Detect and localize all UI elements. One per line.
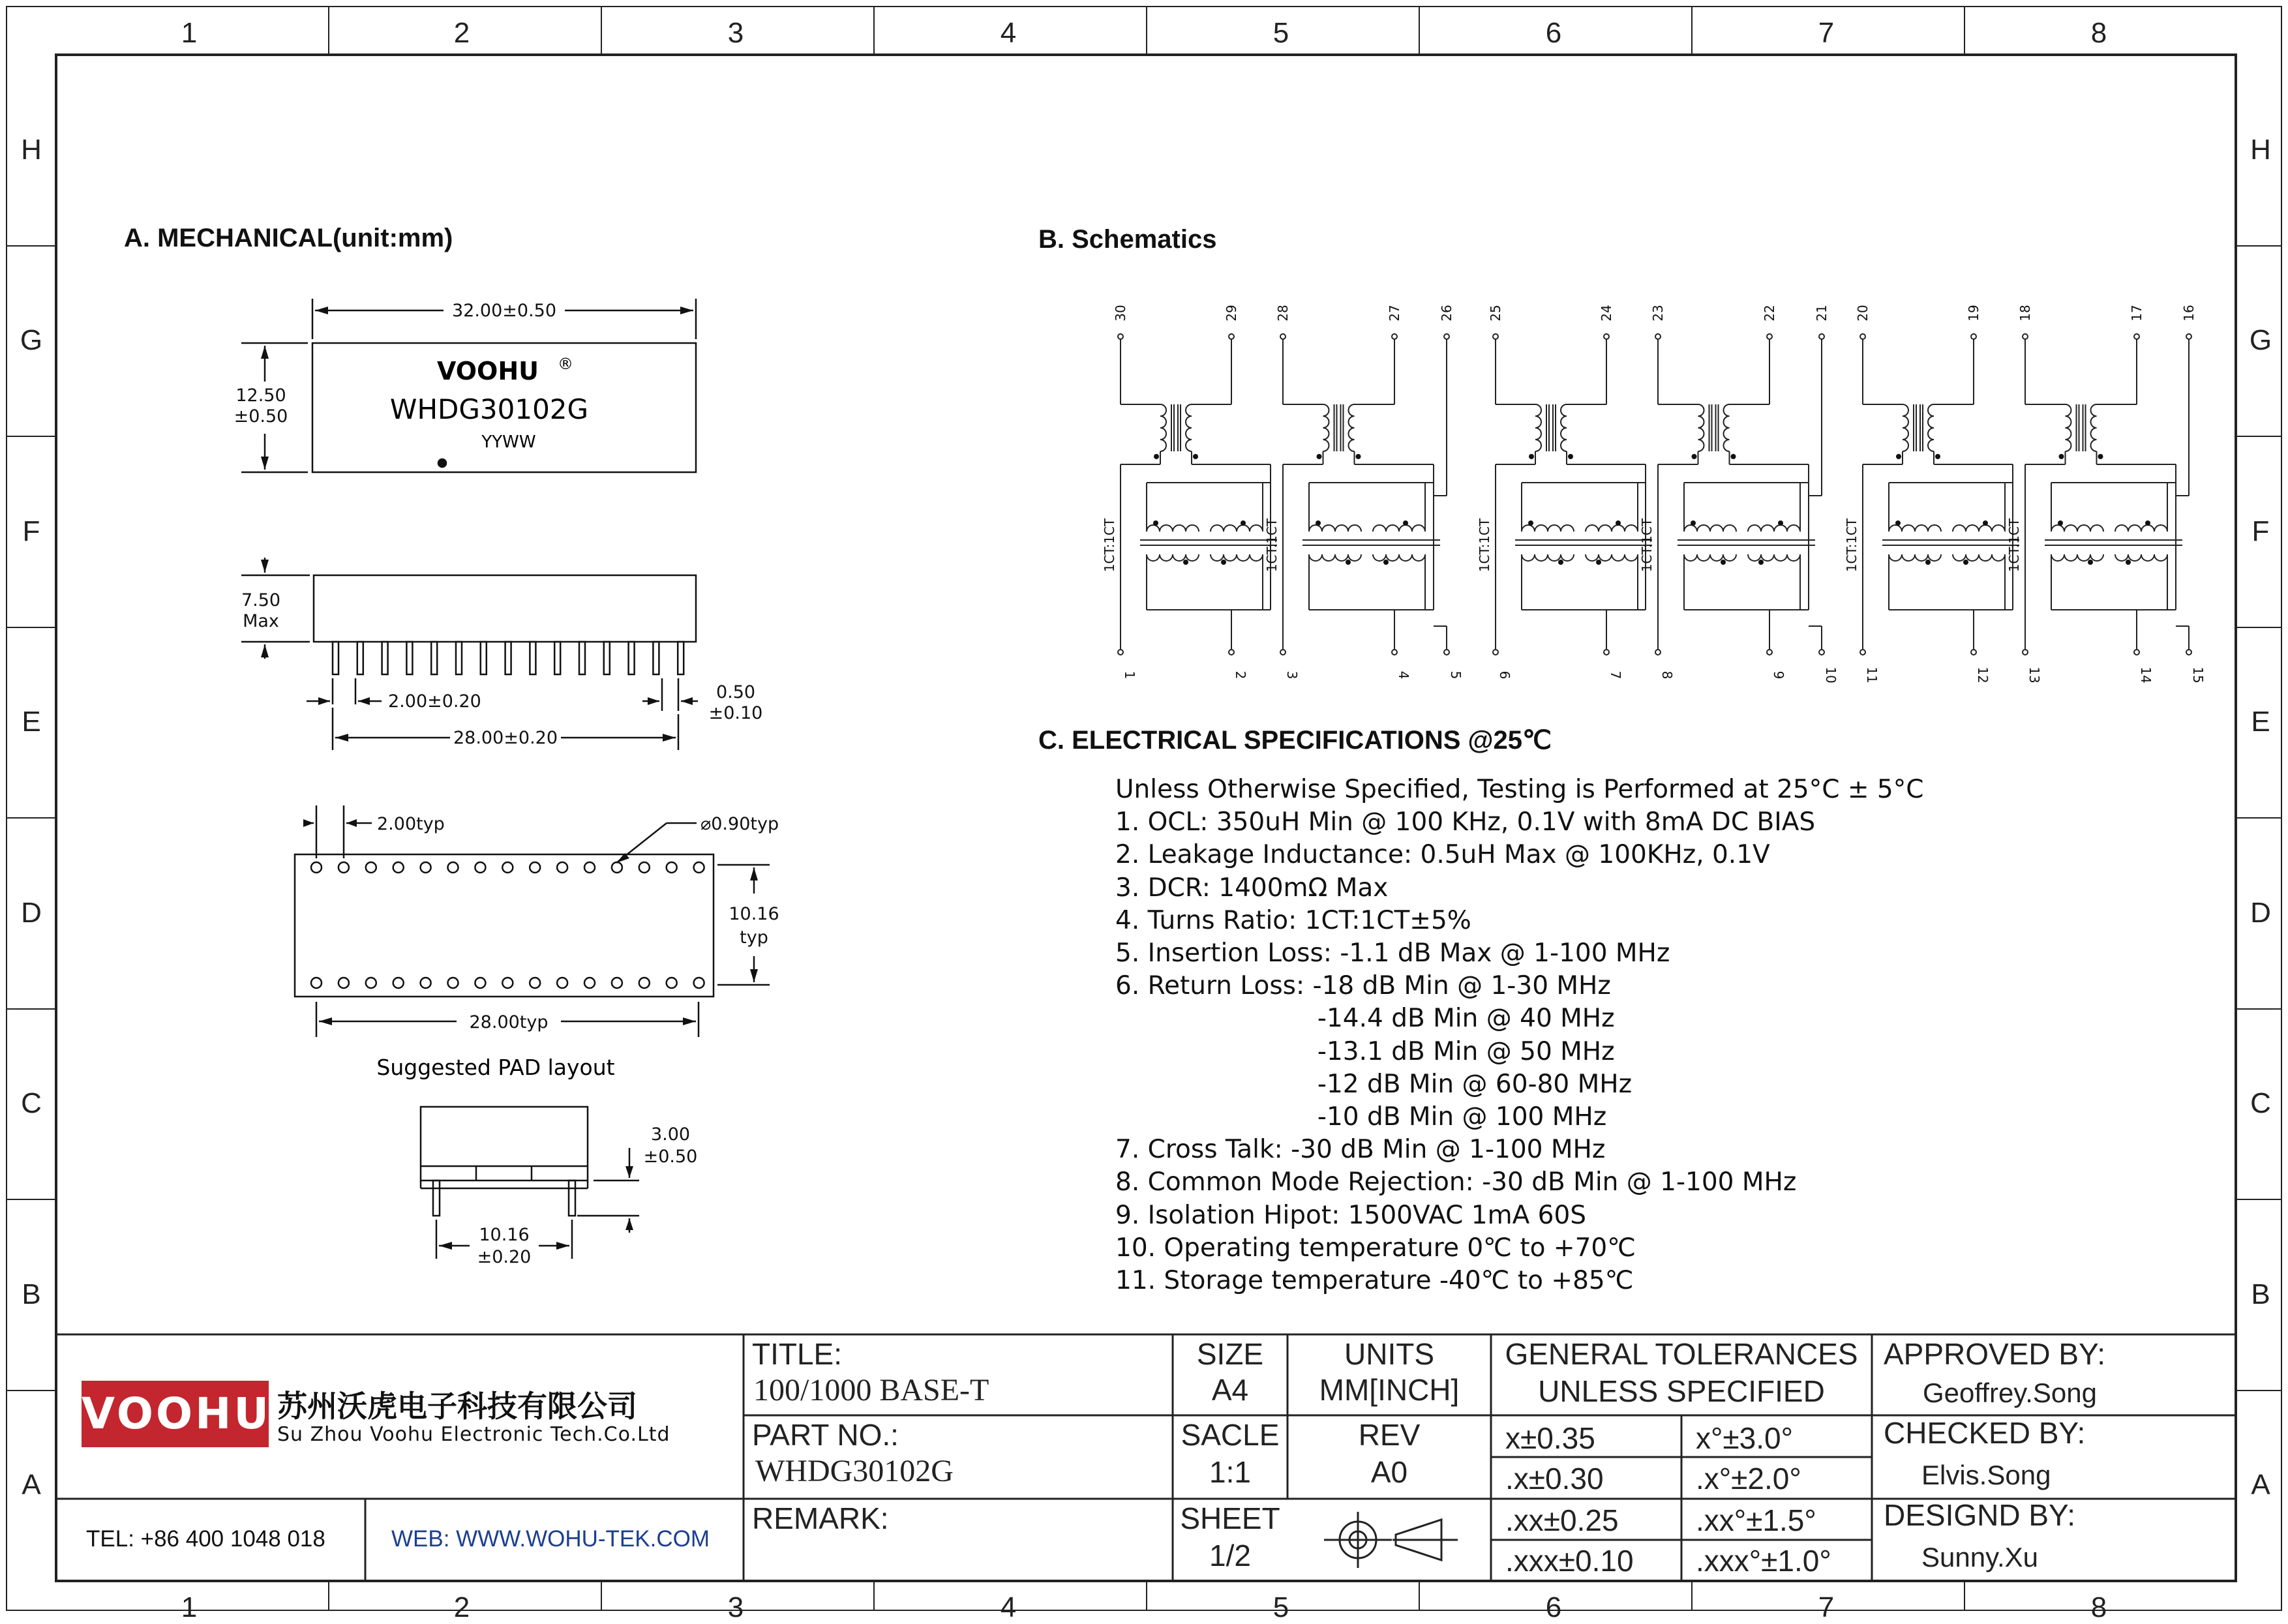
title-value: 100/1000 BASE-T — [753, 1373, 989, 1407]
approved-label: APPROVED BY: — [1884, 1337, 2106, 1371]
tolerance-label-1: GENERAL TOLERANCES — [1505, 1337, 1858, 1371]
pin-top-1-0: 25 — [1488, 305, 1503, 322]
turns-ratio-label: 1CT:1CT — [1477, 518, 1492, 573]
pin-bottom-0-0: 1 — [1122, 670, 1137, 680]
zone-row-left-G: G — [20, 324, 43, 356]
schematics-heading: B. Schematics — [1038, 225, 1217, 254]
dim-row-span-1: 10.16 — [729, 904, 779, 924]
tolerance-label-2: UNLESS SPECIFIED — [1538, 1374, 1825, 1408]
dim-pitch: 2.00±0.20 — [388, 691, 481, 712]
pin-top-0-4: 26 — [1439, 305, 1454, 322]
dim-pin-span: 28.00±0.20 — [453, 728, 558, 748]
dim-pad-pitch: 2.00typ — [377, 814, 445, 834]
pin-top-1-2: 23 — [1650, 305, 1666, 322]
turns-ratio-label: 1CT:1CT — [1844, 518, 1859, 573]
spec-line-3: 3. DCR: 1400mΩ Max — [1115, 873, 1389, 903]
spec-line-13: 9. Isolation Hipot: 1500VAC 1mA 60S — [1115, 1200, 1587, 1230]
projection-symbol-icon — [1324, 1512, 1458, 1568]
dim-length: 32.00±0.50 — [451, 301, 557, 321]
units-value: MM[INCH] — [1319, 1373, 1460, 1407]
dim-height-1: 7.50 — [241, 590, 281, 610]
zone-column-bottom-3: 3 — [727, 1591, 744, 1623]
scale-value: 1:1 — [1209, 1455, 1251, 1489]
spec-line-8: -13.1 dB Min @ 50 MHz — [1115, 1036, 1615, 1066]
spec-line-12: 8. Common Mode Rejection: -30 dB Min @ 1-100 MHz — [1115, 1167, 1797, 1197]
spec-line-1: 1. OCL: 350uH Min @ 100 KHz, 0.1V with 8mA DC BIAS — [1115, 807, 1816, 837]
zone-row-right-F: F — [2251, 515, 2270, 547]
spec-line-9: -12 dB Min @ 60-80 MHz — [1115, 1069, 1633, 1099]
rev-value: A0 — [1370, 1455, 1408, 1489]
zone-row-left-E: E — [22, 706, 41, 738]
dim-row-pitch-2: ±0.20 — [477, 1247, 532, 1267]
pin-bottom-1-0: 6 — [1497, 670, 1513, 680]
tol-linear-2: .xx±0.25 — [1505, 1503, 1619, 1537]
part-marking: WHDG30102G — [389, 393, 589, 425]
zone-row-right-A: A — [2251, 1469, 2270, 1501]
pin-bottom-1-1: 7 — [1608, 670, 1623, 680]
zone-column-top-7: 7 — [1818, 17, 1835, 49]
spec-line-10: -10 dB Min @ 100 MHz — [1115, 1102, 1607, 1132]
electrical-heading: C. ELECTRICAL SPECIFICATIONS @25℃ — [1038, 726, 1552, 755]
title-label: TITLE: — [752, 1337, 843, 1371]
registered-mark: ® — [558, 355, 573, 373]
pin-bottom-2-1: 12 — [1975, 667, 1991, 684]
pin-bottom-2-2: 13 — [2026, 667, 2042, 684]
designed-value: Sunny.Xu — [1921, 1542, 2039, 1572]
zone-row-right-H: H — [2250, 133, 2271, 166]
zone-row-right-B: B — [2251, 1278, 2270, 1310]
designed-label: DESIGND BY: — [1884, 1498, 2075, 1532]
turns-ratio-label: 1CT:1CT — [1639, 518, 1655, 573]
scale-label: SACLE — [1181, 1418, 1280, 1452]
zone-row-left-C: C — [21, 1087, 42, 1119]
dim-height-2: Max — [243, 611, 279, 631]
pin-top-0-1: 29 — [1224, 305, 1239, 322]
dim-width-1: 12.50 — [235, 385, 286, 406]
dim-pad-hole: ⌀0.90typ — [700, 814, 779, 834]
tol-linear-0: x±0.35 — [1505, 1421, 1595, 1455]
company-tel: TEL: +86 400 1048 018 — [86, 1526, 325, 1552]
dim-width-2: ±0.50 — [233, 406, 288, 427]
turns-ratio-label: 1CT:1CT — [1102, 518, 1117, 573]
pin-top-0-0: 30 — [1113, 305, 1128, 322]
turns-ratio-label: 1CT:1CT — [1264, 518, 1280, 573]
pin-bottom-2-0: 11 — [1864, 667, 1880, 684]
dim-row-pitch-1: 10.16 — [479, 1225, 530, 1245]
zone-column-bottom-4: 4 — [1000, 1591, 1017, 1623]
turns-ratio-label: 1CT:1CT — [2006, 518, 2022, 573]
zone-column-bottom-7: 7 — [1818, 1591, 1835, 1623]
zone-row-right-C: C — [2250, 1087, 2271, 1119]
size-label: SIZE — [1196, 1337, 1264, 1371]
pin-top-2-4: 16 — [2181, 305, 2197, 322]
spec-line-7: -14.4 dB Min @ 40 MHz — [1115, 1004, 1615, 1034]
pin-top-0-3: 27 — [1387, 305, 1402, 322]
tol-angle-2: .xx°±1.5° — [1696, 1503, 1816, 1537]
spec-line-5: 5. Insertion Loss: -1.1 dB Max @ 1-100 MHz — [1115, 939, 1670, 968]
zone-row-right-E: E — [2251, 706, 2270, 738]
zone-column-top-4: 4 — [1000, 17, 1017, 49]
zone-column-top-6: 6 — [1545, 17, 1562, 49]
dim-row-span-2: typ — [740, 927, 768, 948]
spec-line-6: 6. Return Loss: -18 dB Min @ 1-30 MHz — [1115, 971, 1611, 1001]
pin-bottom-1-4: 10 — [1823, 667, 1839, 684]
zone-row-left-A: A — [22, 1469, 41, 1501]
pin-top-2-3: 17 — [2129, 305, 2145, 322]
brand-marking: VOOHU — [436, 357, 539, 385]
pin-top-2-0: 20 — [1855, 305, 1871, 322]
spec-line-4: 4. Turns Ratio: 1CT:1CT±5% — [1115, 905, 1471, 935]
part-no-value: WHDG30102G — [755, 1454, 954, 1488]
pin-bottom-0-4: 5 — [1448, 670, 1464, 680]
units-label: UNITS — [1344, 1337, 1434, 1371]
zone-column-top-8: 8 — [2090, 17, 2107, 49]
pin-bottom-2-3: 14 — [2138, 667, 2154, 684]
zone-column-bottom-1: 1 — [181, 1591, 198, 1623]
checked-label: CHECKED BY: — [1884, 1416, 2086, 1450]
zone-column-bottom-2: 2 — [453, 1591, 470, 1623]
zone-row-right-D: D — [2250, 896, 2271, 929]
logo-text: VOOHU — [82, 1389, 271, 1439]
company-logo — [82, 1381, 269, 1447]
spec-line-14: 10. Operating temperature 0℃ to +70℃ — [1115, 1233, 1636, 1263]
zone-column-top-3: 3 — [727, 17, 744, 49]
zone-column-top-2: 2 — [453, 17, 470, 49]
company-web[interactable]: WEB: WWW.WOHU-TEK.COM — [391, 1526, 710, 1552]
zone-row-right-G: G — [2249, 324, 2272, 356]
pin-top-1-1: 24 — [1599, 305, 1614, 322]
tol-angle-0: x°±3.0° — [1696, 1421, 1793, 1455]
spec-line-11: 7. Cross Talk: -30 dB Min @ 1-100 MHz — [1115, 1135, 1606, 1165]
approved-value: Geoffrey.Song — [1923, 1377, 2097, 1408]
spec-line-15: 11. Storage temperature -40℃ to +85℃ — [1115, 1266, 1634, 1295]
dim-standoff-1: 3.00 — [650, 1124, 691, 1145]
sheet-label: SHEET — [1180, 1501, 1280, 1535]
schematic-diagram — [0, 0, 2288, 717]
pin-bottom-1-3: 9 — [1771, 670, 1786, 680]
zone-row-left-F: F — [22, 515, 40, 547]
end-view-body — [421, 1107, 588, 1180]
zone-column-bottom-8: 8 — [2090, 1591, 2107, 1623]
sheet-value: 1/2 — [1209, 1539, 1251, 1572]
pin-top-0-2: 28 — [1275, 305, 1291, 322]
zone-column-top-1: 1 — [181, 17, 198, 49]
spec-line-2: 2. Leakage Inductance: 0.5uH Max @ 100KHz, 0.1V — [1115, 840, 1770, 870]
pin-bottom-1-2: 8 — [1659, 670, 1675, 680]
dim-pad-span: 28.00typ — [469, 1012, 549, 1032]
pin-top-1-4: 21 — [1814, 305, 1829, 322]
size-value: A4 — [1211, 1373, 1249, 1407]
date-code: YYWW — [481, 432, 536, 452]
pad-layout-caption: Suggested PAD layout — [376, 1055, 615, 1080]
zone-column-bottom-5: 5 — [1272, 1591, 1289, 1623]
zone-row-left-D: D — [21, 896, 42, 929]
pin-bottom-0-2: 3 — [1284, 670, 1300, 680]
part-no-label: PART NO.: — [752, 1418, 899, 1452]
dim-standoff-2: ±0.50 — [643, 1147, 698, 1167]
tol-angle-1: .x°±2.0° — [1696, 1462, 1801, 1496]
zone-row-left-B: B — [22, 1278, 41, 1310]
tol-linear-1: .x±0.30 — [1505, 1462, 1604, 1496]
zone-column-top-5: 5 — [1272, 17, 1289, 49]
dim-pin-dia-1: 0.50 — [715, 682, 756, 702]
pin-top-2-2: 18 — [2017, 305, 2033, 322]
pin-top-2-1: 19 — [1966, 305, 1981, 322]
mechanical-heading: A. MECHANICAL(unit:mm) — [124, 224, 453, 252]
pad-layout-outline — [295, 854, 714, 997]
pin-bottom-0-3: 4 — [1396, 670, 1411, 680]
pin-bottom-0-1: 2 — [1233, 670, 1248, 680]
checked-value: Elvis.Song — [1921, 1460, 2051, 1490]
tol-linear-3: .xxx±0.10 — [1505, 1544, 1634, 1578]
company-name-cn: 苏州沃虎电子科技有限公司 — [277, 1389, 637, 1424]
zone-row-left-H: H — [21, 133, 42, 166]
rev-label: REV — [1358, 1418, 1421, 1452]
spec-line-0: Unless Otherwise Specified, Testing is Performed at 25°C ± 5°C — [1115, 775, 1924, 804]
zone-column-bottom-6: 6 — [1545, 1591, 1562, 1623]
remark-label: REMARK: — [752, 1501, 889, 1535]
tol-angle-3: .xxx°±1.0° — [1696, 1544, 1831, 1578]
dim-pin-dia-2: ±0.10 — [708, 703, 763, 723]
pin-bottom-2-4: 15 — [2190, 667, 2206, 684]
company-name-en: Su Zhou Voohu Electronic Tech.Co.Ltd — [277, 1423, 670, 1446]
pin-top-1-3: 22 — [1762, 305, 1777, 322]
